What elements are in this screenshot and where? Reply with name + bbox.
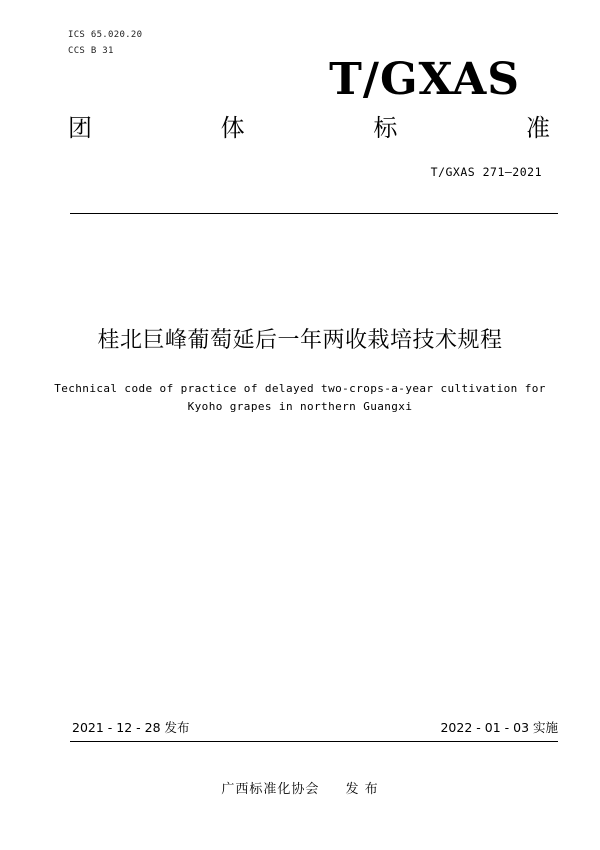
- publisher-action: 发 布: [345, 782, 379, 797]
- standard-type-char: 标: [373, 114, 398, 142]
- standard-type-char: 团: [68, 114, 92, 142]
- publisher-name: 广西标准化协会: [221, 782, 320, 797]
- implementation-date: 2022 - 01 - 03 实施: [440, 720, 558, 735]
- standard-type-char: 准: [525, 114, 550, 142]
- ics-code: ICS 65.020.20: [68, 30, 143, 40]
- standard-logo: T/GXAS: [329, 54, 520, 105]
- title-english-line: Kyoho grapes in northern Guangxi: [187, 400, 413, 413]
- publisher: [0, 778, 600, 797]
- issue-date: 2021 - 12 - 28 发布: [72, 720, 190, 735]
- standard-type: [68, 116, 550, 140]
- top-divider: [70, 213, 558, 214]
- ccs-code: CCS B 31: [68, 46, 114, 56]
- title-chinese: 桂北巨峰葡萄延后一年两收栽培技术规程: [97, 328, 503, 353]
- standard-type-char: 体: [220, 114, 245, 142]
- standard-code: T/GXAS 271—2021: [430, 165, 542, 179]
- title-english: [0, 380, 600, 416]
- title-english-line: Technical code of practice of delayed two-crops-a-year cultivation for: [54, 382, 546, 395]
- bottom-divider: [70, 741, 558, 742]
